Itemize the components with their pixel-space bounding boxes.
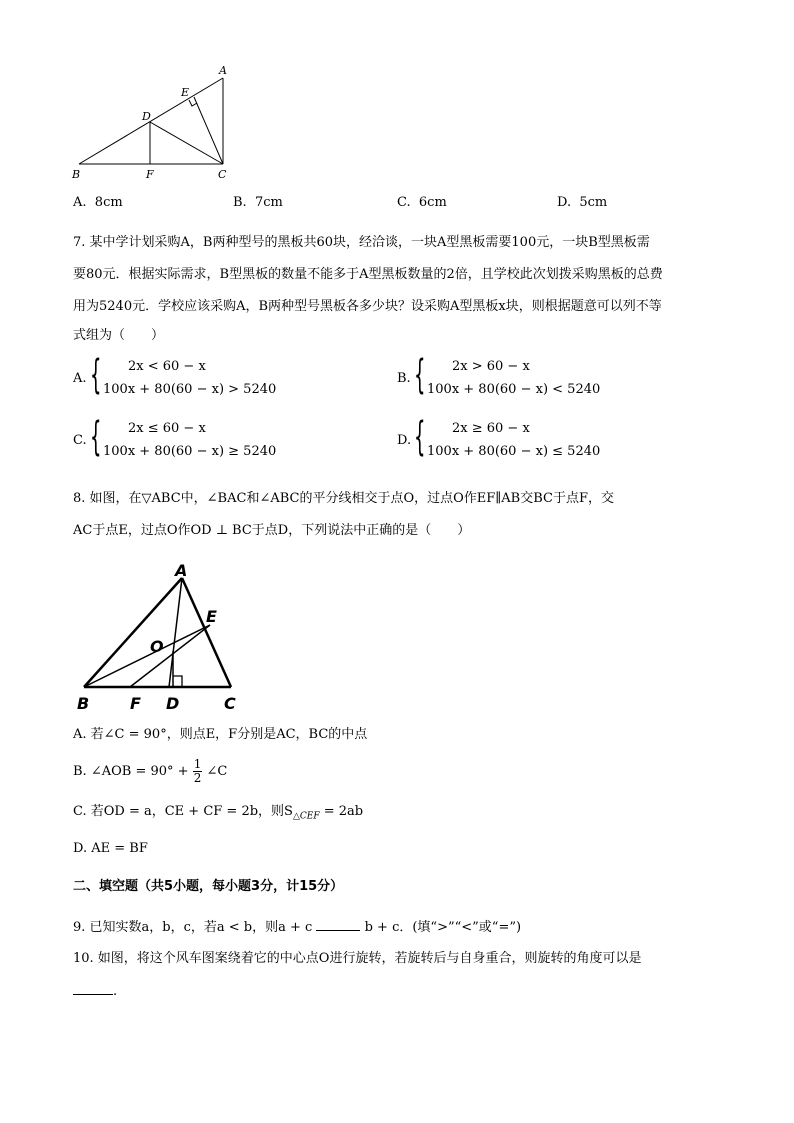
label-E: E	[181, 86, 190, 99]
q6-option-d[interactable]: D. 5cm	[557, 195, 608, 210]
fig2-label-F: F	[130, 694, 141, 712]
q7-line-1: 7. 某中学计划采购A，B两种型号的黑板共60块，经洽谈，一块A型黑板需要100元，一块B型黑板需	[73, 235, 650, 250]
fig2-label-A: A	[175, 562, 188, 580]
q10-answer-blank[interactable]	[73, 982, 113, 995]
q6-option-a[interactable]: A. 8cm	[73, 195, 123, 210]
figure-triangle-def	[68, 62, 238, 182]
fig2-label-C: C	[224, 694, 236, 712]
section-2-heading: 二、填空题（共5小题，每小题3分，计15分）	[73, 879, 344, 894]
q8-line-2: AC于点E，过点O作OD ⊥ BC于点D，下列说法中正确的是（ ）	[73, 523, 471, 538]
q6-option-c[interactable]: C. 6cm	[397, 195, 447, 210]
label-F: F	[146, 168, 154, 181]
q8-option-c[interactable]: C. 若OD = a，CE + CF = 2b，则$S_{\triangle CEF} = 2ab$	[73, 804, 364, 822]
q8-option-a[interactable]: A. 若∠C = 90°，则点E，F分别是AC，BC的中点	[73, 727, 368, 742]
label-A: A	[219, 64, 227, 77]
q9-answer-blank[interactable]	[316, 918, 360, 931]
label-C: C	[218, 168, 227, 181]
q6-option-b[interactable]: B. 7cm	[233, 195, 283, 210]
label-B: B	[72, 168, 81, 181]
fig2-label-E: E	[206, 607, 217, 626]
q7-line-4: 式组为（ ）	[73, 328, 165, 343]
fig2-label-B: B	[77, 694, 90, 712]
fig2-label-D: D	[166, 694, 180, 712]
q10-line-1: 10. 如图，将这个风车图案绕着它的中心点O进行旋转，若旋转后与自身重合，则旋转的角度可以是	[73, 951, 642, 966]
q8-option-b[interactable]: B. ∠AOB = 90° + $\frac{1}{2}$ ∠C	[73, 757, 228, 785]
fig2-label-O: O	[150, 637, 164, 656]
q8-line-1: 8. 如图，在▽ABC中，∠BAC和∠ABC的平分线相交于点O，过点O作EF∥AB交BC于点F，交	[73, 491, 614, 506]
q9-line: 9. 已知实数a，b，c，若a < b，则a + c b + c．(填“>”“<”或“=”)	[73, 920, 522, 935]
q7-line-2: 要80元．根据实际需求，B型黑板的数量不能多于A型黑板数量的2倍，且学校此次划拨采购黑板的总费	[73, 267, 663, 282]
q7-line-3: 用为5240元．学校应该采购A，B两种型号黑板各多少块？设采购A型黑板x块，则根据题意可以列不等	[73, 299, 662, 314]
q8-option-d[interactable]: D. AE = BF	[73, 841, 148, 856]
figure-triangle-bisectors	[72, 562, 252, 712]
label-D: D	[142, 110, 151, 123]
q10-line-2: .	[73, 982, 117, 1001]
